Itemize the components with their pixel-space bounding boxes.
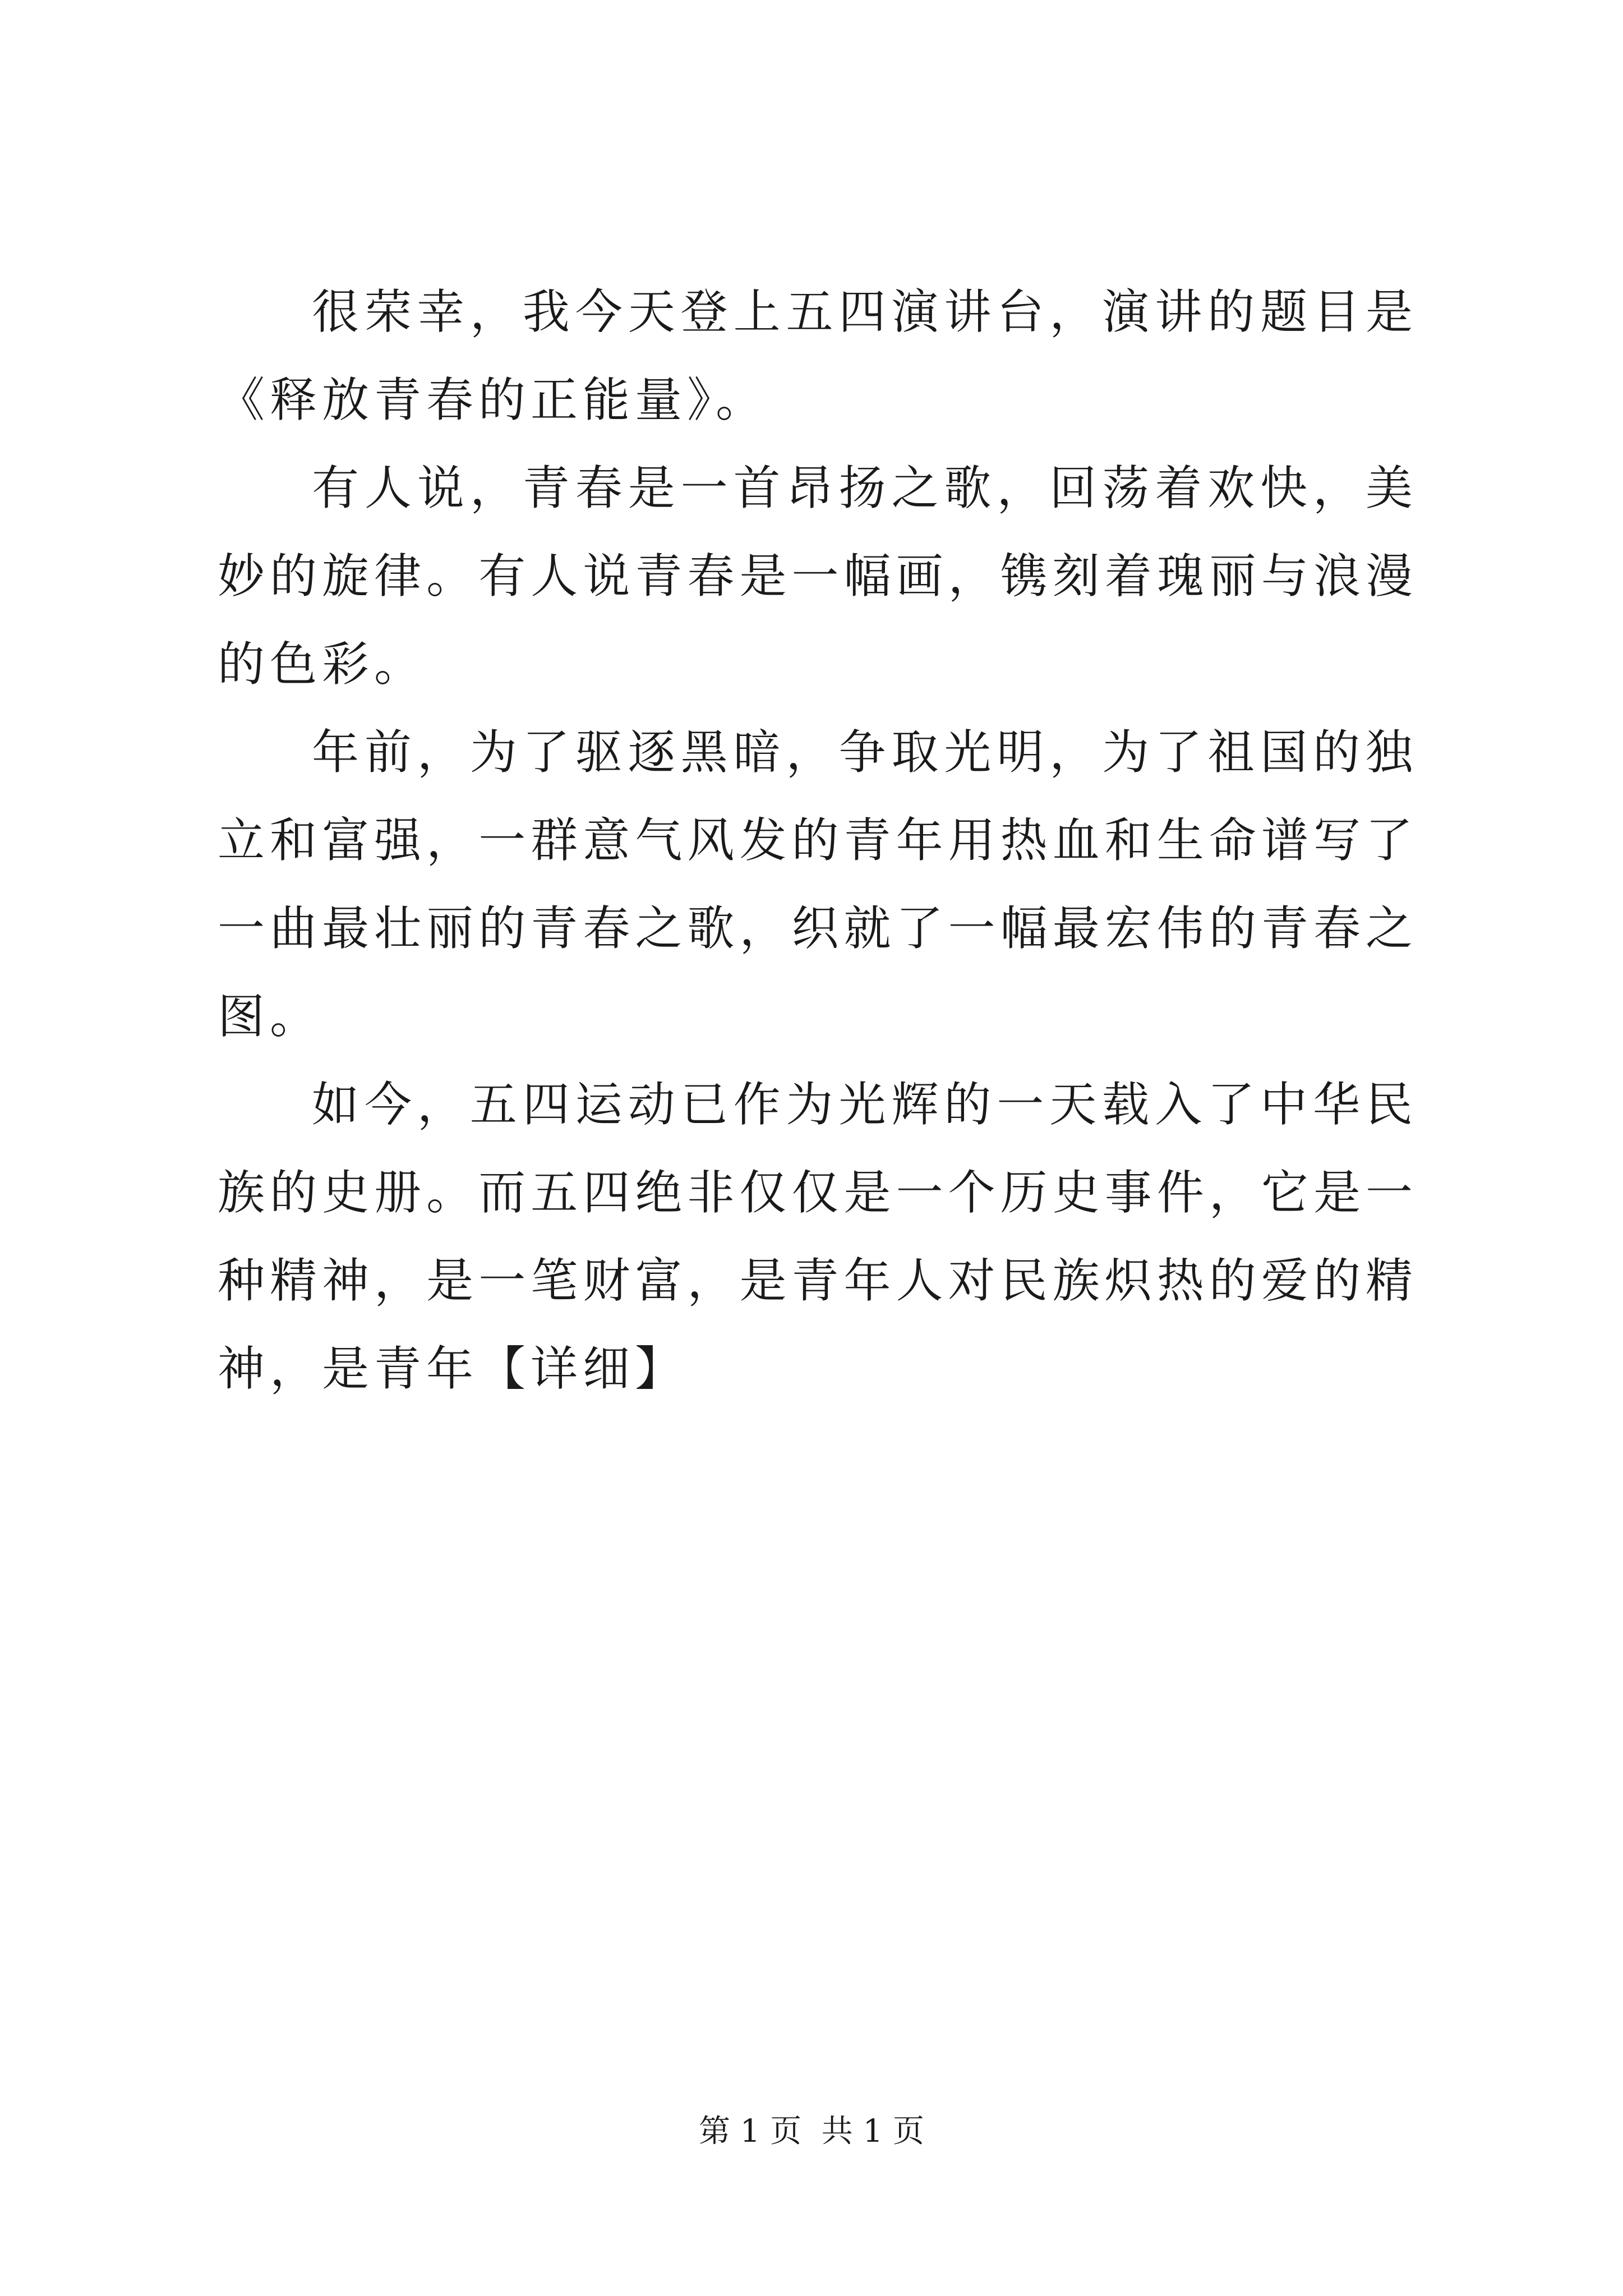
paragraph-1: 很荣幸，我今天登上五四演讲台，演讲的题目是《释放青春的正能量》。 <box>218 284 1418 427</box>
paragraph-2: 有人说，青春是一首昂扬之歌，回荡着欢快，美妙的旋律。有人说青春是一幅画，镌刻着瑰丽与浪漫的色彩。 <box>218 461 1418 692</box>
paragraph-3: 年前，为了驱逐黑暗，争取光明，为了祖国的独立和富强，一群意气风发的青年用热血和生命谱写了一曲最壮丽的青春之歌，织就了一幅最宏伟的青春之图。 <box>218 725 1418 1044</box>
document-body <box>218 268 1418 1413</box>
paragraph-4: 如今，五四运动已作为光辉的一天载入了中华民族的史册。而五四绝非仅仅是一个历史事件，它是一种精神，是一笔财富，是青年人对民族炽热的爱的精神，是青年【详细】 <box>218 1077 1418 1396</box>
page-number-footer: 第 1 页 共 1 页 <box>698 2113 925 2150</box>
